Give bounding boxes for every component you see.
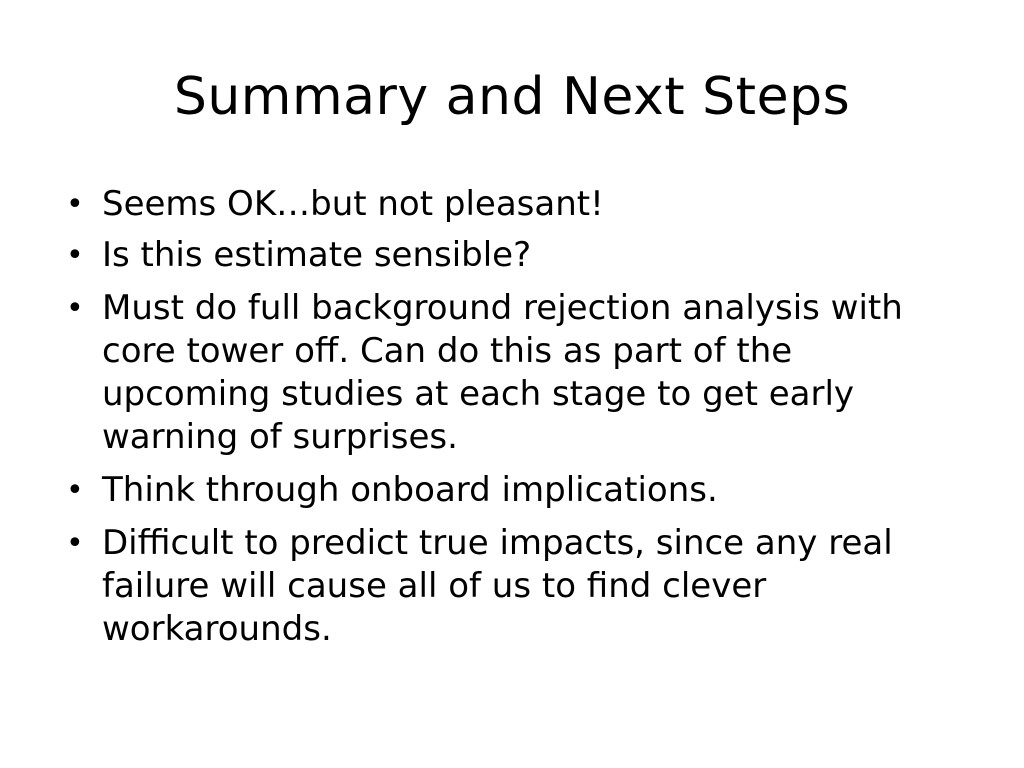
bullet-text: Think through onboard implications. — [102, 470, 718, 510]
bullet-dot-icon: • — [66, 291, 84, 326]
bullet-list — [60, 183, 940, 661]
bullet-dot-icon: • — [66, 238, 84, 273]
bullet-item — [60, 183, 940, 226]
bullet-dot-icon: • — [66, 473, 84, 508]
slide-title: Summary and Next Steps — [173, 67, 851, 127]
bullet-text: Difficult to predict true impacts, since any real failure will cause all of us to find clever workarounds. — [102, 523, 893, 649]
bullet-item — [60, 234, 940, 277]
bullet-item — [60, 469, 940, 512]
bullet-text: Must do full background rejection analysis with core tower off. Can do this as part of the upcoming studies at each stage to get early warning of surprises. — [102, 288, 903, 457]
bullet-item — [60, 287, 940, 459]
bullet-dot-icon: • — [66, 526, 84, 561]
bullet-dot-icon: • — [66, 187, 84, 222]
bullet-text: Seems OK…but not pleasant! — [102, 184, 604, 224]
bullet-item — [60, 522, 940, 651]
bullet-text: Is this estimate sensible? — [102, 235, 532, 275]
